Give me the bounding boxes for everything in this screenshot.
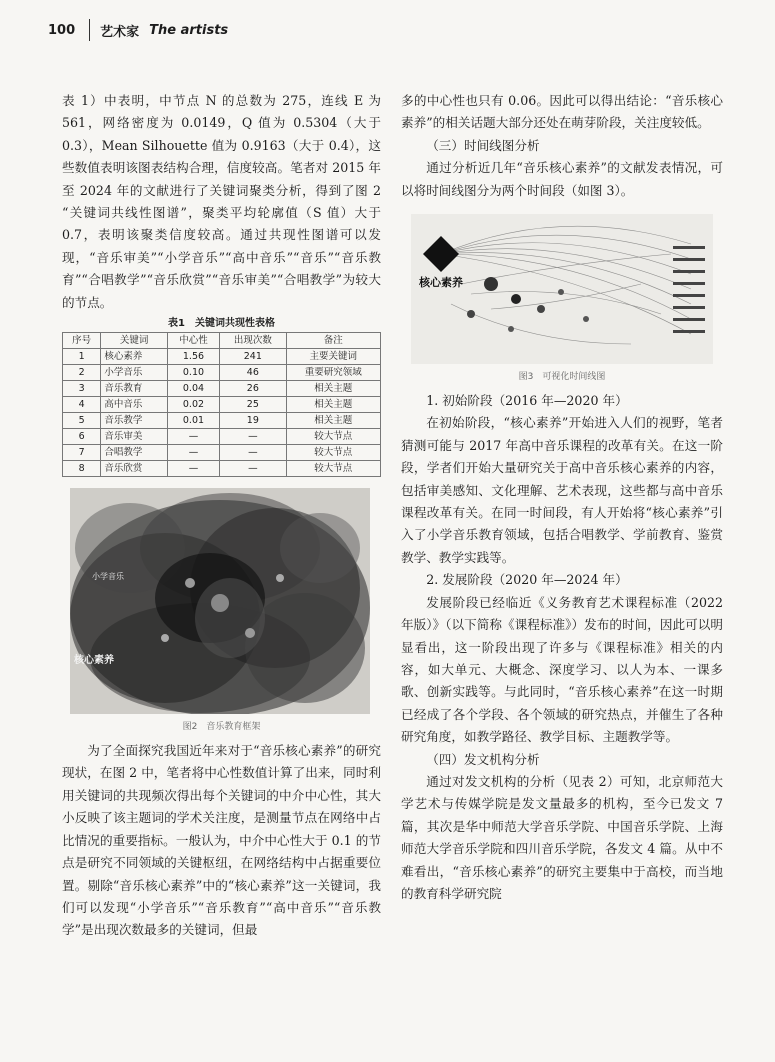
table-header-cell: 中心性 (167, 333, 219, 349)
header-divider (89, 19, 90, 41)
table-cell: 46 (220, 365, 286, 381)
table-caption: 表1 关键词共现性表格 (168, 318, 275, 330)
table-cell: 26 (220, 381, 286, 397)
magazine-title-cn: 艺术家 (100, 24, 140, 40)
page-number: 100 (48, 22, 76, 38)
right-column (401, 90, 723, 905)
table-header-cell: 出现次数 (220, 333, 286, 349)
table-row (63, 397, 381, 413)
table-row (63, 349, 381, 365)
paragraph-centrality: 为了全面探究我国近年来对于“音乐核心素养”的研究现状，在图 2 中，笔者将中心性数值计算了出来，同时利用关键词的共现频次得出每个关键词的中介中心性，其大小反映了该主题词的学术关注度，是测量节点在网络中占比情况的重要指标。一般认为，中介中心性大于 0.1 的节点是研究不同领域的关键枢纽，在网络结构中占据重要位置。剔除“音乐核心素养”中的“核心素养”这一关键词，我们可以发现“小学音乐”“音乐教育”“高中音乐”“音乐教学”是出现次数最多的关键词，但最 (62, 743, 381, 938)
table-cell: 0.04 (167, 381, 219, 397)
table-row (63, 365, 381, 381)
figure-3-caption: 图3 可视化时间线图 (518, 372, 606, 383)
table-row (63, 429, 381, 445)
stage-1-title: 1. 初始阶段（2016 年—2020 年） (426, 393, 628, 409)
table-row (63, 413, 381, 429)
table-cell: 0.10 (167, 365, 219, 381)
table-header-cell: 关键词 (101, 333, 167, 349)
table-cell: 5 (63, 413, 101, 429)
paragraph-conclusion: 多的中心性也只有 0.06。因此可以得出结论：“音乐核心素养”的相关话题大部分还处在萌芽阶段，关注度较低。 (401, 93, 723, 131)
table-cell: 小学音乐 (101, 365, 167, 381)
figure-2-caption: 图2 音乐教育框架 (182, 722, 261, 733)
table-cell: 7 (63, 445, 101, 461)
stage-2-title: 2. 发展阶段（2020 年—2024 年） (426, 572, 628, 588)
table-cell: — (167, 445, 219, 461)
table-cell: 1.56 (167, 349, 219, 365)
table-cell: 1 (63, 349, 101, 365)
table-cell: 重要研究领域 (286, 365, 380, 381)
fig3-core-label: 核心素养 (419, 276, 463, 290)
table-cell: 25 (220, 397, 286, 413)
magazine-title-en: The artists (149, 22, 229, 38)
table-body (63, 349, 381, 477)
table-cell: — (167, 429, 219, 445)
table-cell: 19 (220, 413, 286, 429)
table-cell: 音乐教育 (101, 381, 167, 397)
table-cell: 4 (63, 397, 101, 413)
table-cell: — (167, 461, 219, 477)
table-header-cell: 备注 (286, 333, 380, 349)
table-cell: 相关主题 (286, 381, 380, 397)
table-cell: 相关主题 (286, 397, 380, 413)
table-cell: 8 (63, 461, 101, 477)
left-column (62, 90, 381, 942)
figure-3-timeline (411, 214, 713, 364)
table-cell: 2 (63, 365, 101, 381)
table-cell: 音乐教学 (101, 413, 167, 429)
table-cell: 较大节点 (286, 445, 380, 461)
table-row (63, 461, 381, 477)
stage-2-text: 发展阶段已经临近《义务教育艺术课程标准（2022 年版）》（以下简称《课程标准》）发布的时间，因此可以明显看出，这一阶段出现了许多与《课程标准》相关的内容，如大单元、大概念、深度学习、以人为本、一课多歌、创新实践等。与此同时，“音乐核心素养”在这一时期已经成了各个学段、各个领域的研究热点，并催生了各种研究角度，如教学路径、教学目标、主题教学等。 (401, 594, 723, 745)
table-cell: 241 (220, 349, 286, 365)
paragraph-network-stats: 表 1）中表明，中节点 N 的总数为 275，连线 E 为 561，网络密度为 0.0149，Q 值为 0.5304（大于 0.3），Mean Silhouette 值为 0.9163（大于 0.4），这些数值表明该图表结构合理，信度较高。笔者对 2015 年至 2024 年的文献进行了关键词聚类分析，得到了图 2 “关键词共线性图谱”，聚类平均轮廓值（S 值）大于 0.7，表明该聚类信度较高。通过共现性图谱可以发现，“音乐审美”“小学音乐”“高中音乐”“音乐”“音乐教育”“合唱教学”“音乐欣赏”“音乐审美”“合唱教学”为较大的节点。 (62, 93, 381, 310)
stage-1-text: 在初始阶段，“核心素养”开始进入人们的视野，笔者猜测可能与 2017 年高中音乐课程的改革有关。在这一阶段，学者们开始大量研究关于高中音乐核心素养的内容，包括审美感知、文化理解、艺术表现，这些都与高中音乐课程改革有关。在同一时间段，有人开始将“核心素养”引入了小学音乐教育领域，包括合唱教学、学前教育、鉴赏教学、教学实践等。 (401, 415, 723, 565)
table-header-cell: 序号 (63, 333, 101, 349)
table-cell: 较大节点 (286, 461, 380, 477)
table-cell: 较大节点 (286, 429, 380, 445)
keyword-cluster-graphic (70, 488, 370, 714)
table-cell: 相关主题 (286, 413, 380, 429)
table-row (63, 381, 381, 397)
table-cell: 6 (63, 429, 101, 445)
paragraph-timeline-intro: 通过分析近几年“音乐核心素养”的文献发表情况，可以将时间线图分为两个时间段（如图 3）。 (401, 160, 723, 198)
table-cell: 主要关键词 (286, 349, 380, 365)
fig2-primary-music-label: 小学音乐 (92, 572, 124, 582)
section-heading-institutions: （四）发文机构分析 (426, 751, 540, 767)
table-cell: 0.01 (167, 413, 219, 429)
table-cell: 音乐欣赏 (101, 461, 167, 477)
table-header-row (63, 333, 381, 349)
paragraph-institutions: 通过对发文机构的分析（见表 2）可知，北京师范大学艺术与传媒学院是发文量最多的机构，至今已发文 7 篇，其次是华中师范大学音乐学院、中国音乐学院、上海师范大学音乐学院和四川音乐学院，各发文 4 篇。从中不难看出，“音乐核心素养”的研究主要集中于高校，而当地的教育科学研究院 (401, 773, 723, 901)
table-cell: 合唱教学 (101, 445, 167, 461)
table-row (63, 445, 381, 461)
table-cell: 音乐审美 (101, 429, 167, 445)
page-header (48, 18, 228, 42)
section-heading-timeline: （三）时间线图分析 (426, 137, 540, 153)
keyword-table (62, 332, 381, 477)
figure-2-keyword-map (70, 488, 370, 714)
table-cell: 核心素养 (101, 349, 167, 365)
table-cell: 高中音乐 (101, 397, 167, 413)
table-cell: — (220, 445, 286, 461)
fig2-core-label: 核心素养 (74, 655, 114, 667)
table-cell: — (220, 461, 286, 477)
table-cell: — (220, 429, 286, 445)
table-cell: 0.02 (167, 397, 219, 413)
table-cell: 3 (63, 381, 101, 397)
